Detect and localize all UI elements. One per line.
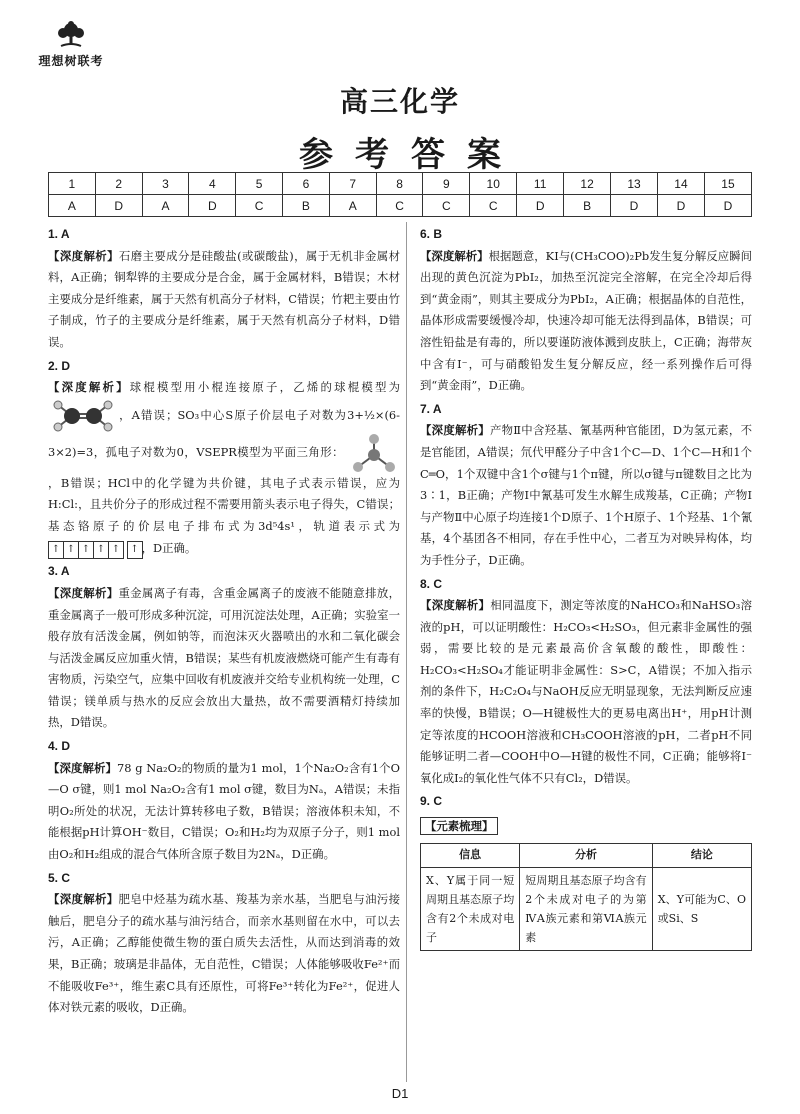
- info-table-row: [421, 868, 752, 951]
- analysis-tag: 【深度解析】: [48, 380, 130, 395]
- brand-name: 理想树联考: [38, 54, 104, 68]
- answer-number-cell: 1: [49, 173, 96, 195]
- answer-number-cell: 6: [283, 173, 330, 195]
- answer-number-cell: 13: [611, 173, 658, 195]
- question-1-header: 1. A: [48, 227, 70, 241]
- analysis-tag: 【深度解析】: [420, 248, 489, 263]
- answer-number-cell: 5: [236, 173, 283, 195]
- analysis-tag: 【深度解析】: [48, 248, 119, 263]
- trigonal-planar-model-icon: [350, 433, 398, 473]
- element-summary-tag: 【元素梳理】: [420, 817, 498, 835]
- answer-table-number-row: [49, 173, 752, 195]
- answer-letter-cell: D: [611, 195, 658, 217]
- orbital-box: ↑: [63, 541, 79, 559]
- answer-letter-cell: C: [423, 195, 470, 217]
- question-3-analysis: [48, 583, 400, 734]
- ethylene-ball-stick-icon: [50, 399, 116, 433]
- analysis-header: 分析: [520, 844, 652, 868]
- right-column: [420, 222, 752, 951]
- answer-letter-cell: A: [49, 195, 96, 217]
- analysis-cell: 短周期且基态原子均含有2个未成对电子的为第ⅣA族元素和第ⅥA族元素: [520, 868, 652, 951]
- question-1-analysis: [48, 246, 400, 354]
- question-6-analysis: [420, 246, 752, 397]
- answer-number-cell: 4: [189, 173, 236, 195]
- question-8-header: 8. C: [420, 576, 443, 591]
- answer-table: [48, 172, 752, 217]
- question-6-text: 根据题意，KI与(CH₃COO)₂Pb发生复分解反应瞬间出现的黄色沉淀为PbI₂，加热至沉淀完全溶解，在完全冷却后得到“黄金雨”，则其主要成分为PbI₂，A正确；根据晶体的自范性，晶体形成需要缓慢冷却，快速冷却可能无法得到晶体，B错误；可溶性铅盐是有毒的，所以要谨防液体溅到皮肤上，C正确；海带灰中含有I⁻，可与硝酸铅发生复分解反应，经一系列操作后可得到“黄金雨”，D正确。: [420, 248, 752, 393]
- analysis-tag: 【深度解析】: [420, 598, 491, 613]
- analysis-tag: 【深度解析】: [48, 760, 118, 775]
- left-column: [48, 222, 400, 1019]
- answer-number-cell: 14: [657, 173, 704, 195]
- info-header: 信息: [421, 844, 520, 868]
- answer-number-cell: 10: [470, 173, 517, 195]
- answer-letter-cell: B: [564, 195, 611, 217]
- conclusion-cell: X、Y可能为C、O或Si、S: [652, 868, 751, 951]
- question-2-header: 2. D: [48, 358, 71, 373]
- answer-number-cell: 12: [564, 173, 611, 195]
- chromium-orbital-diagram: [48, 538, 142, 560]
- question-5-header: 5. C: [48, 870, 71, 885]
- answer-letter-cell: B: [283, 195, 330, 217]
- question-4-header: 4. D: [48, 739, 71, 754]
- orbital-box: ↑: [48, 541, 64, 559]
- question-8-text: 相同温度下，测定等浓度的NaHCO₃和NaHSO₃溶液的pH，可以证明酸性：H₂CO₃<H₂SO₃，但元素非金属性的强弱，需要比较的是元素最高价含氧酸的酸性，即酸性：H₂CO₃<H₂SO₄才能证明非金属性：S>C，A错误；不加入指示剂的条件下，H₂C₂O₄与NaOH反应无明显现象，无法判断反应速率的快慢，B错误；O—H键极性大的更易电离出H⁺，用pH计测定等浓度的HCOOH溶液和CH₃COOH溶液的pH，二者pH不同能够证明二者—COOH中O—H键的极性不同，C正确；能够将I⁻氧化成I₂的氧化性气体不只有Cl₂，D错误。: [420, 598, 752, 785]
- info-cell: X、Y属于同一短周期且基态原子均含有2个未成对电子: [421, 868, 520, 951]
- question-2-text-3: ，B错误；HCl中的化学键为共价键，其电子式表示错误，应为H:Cl:，且共价分子的形成过程不需要用箭头表示电子得失，C错误；基态铬原子的价层电子排布式为3d⁵4s¹，轨道表示式为: [48, 475, 400, 533]
- answer-letter-cell: C: [236, 195, 283, 217]
- question-7-header: 7. A: [420, 401, 442, 416]
- question-1-text: 石磨主要成分是硅酸盐(或碳酸盐)，属于无机非金属材料，A正确；铜犁铧的主要成分是合金，属于金属材料，B错误；木材主要成分是纤维素，属于天然有机高分子材料，C错误；竹耙主要由竹子制成，竹子的主要成分是纤维素，属于天然有机高分子材料，D错误。: [48, 248, 400, 349]
- question-4-analysis: [48, 758, 400, 866]
- page-number: D1: [391, 1086, 409, 1101]
- answer-letter-cell: D: [189, 195, 236, 217]
- orbital-box: ↑: [127, 541, 143, 559]
- answer-letter-cell: D: [95, 195, 142, 217]
- answer-number-cell: 7: [329, 173, 376, 195]
- question-7-text: 产物Ⅱ中含羟基、氰基两种官能团，D为氢元素，不是官能团，A错误；氘代甲醛分子中含1个C—D、1个C—H和1个C═O，1个双键中含1个σ键与1个π键，所以σ键与π键数目之比为3∶1，B正确；产物Ⅰ中氰基可发生水解生成羧基，C正确；产物Ⅰ与产物Ⅱ中心原子均连接1个D原子、1个H原子、1个羟基、1个氰基，4个基团各不相同，存在手性中心，二者互为对映异构体，均为手性分子，D正确。: [420, 423, 752, 567]
- tree-logo-icon: [53, 20, 89, 50]
- question-5-text: 肥皂中烃基为疏水基、羧基为亲水基，当肥皂与油污接触后，肥皂分子的疏水基与油污结合，而亲水基则留在水中，可以去污，A正确；乙醇能使微生物的蛋白质失去活性，从而达到消毒的效果，B正确；玻璃是非晶体，无自范性，C错误；人体能够吸收Fe²⁺而不能吸收Fe³⁺，维生素C具有还原性，可将Fe³⁺转化为Fe²⁺，促进人体对铁元素的吸收，D正确。: [48, 892, 400, 1015]
- orbital-box: ↑: [78, 541, 94, 559]
- question-3-text: 重金属离子有毒，含重金属离子的废液不能随意排放，重金属离子一般可形成多种沉淀，可用沉淀法处理，A正确；实验室一般存放有活泼金属，例如钠等，而泡沫灭火器喷出的水和二氧化碳会与活泼金属反应加重火情，B错误；某些有机废液燃烧可能产生有毒有害物质，污染空气，应集中回收有机废液并交给专业机构统一处理，C错误；镁单质与热水的反应会放出大量热，故不需要酒精灯持续加热，D错误。: [48, 585, 400, 730]
- subject-title: 高三化学: [339, 85, 460, 118]
- column-divider: [406, 222, 407, 1082]
- answer-letter-cell: A: [142, 195, 189, 217]
- analysis-tag: 【深度解析】: [48, 892, 119, 907]
- question-5-analysis: [48, 889, 400, 1019]
- analysis-tag: 【深度解析】: [420, 423, 490, 438]
- question-2-text-2: ，A错误；SO₃中心S原子价层电子对数为3+½×(6-3×2)=3，孤电子对数为0，VSEPR模型为平面三角形：: [48, 407, 400, 459]
- question-4-text: 78 g Na₂O₂的物质的量为1 mol，1个Na₂O₂含有1个O—O σ键，则1 mol Na₂O₂含有1 mol σ键，数目为Nₐ，A错误；未指明O₂所处的状况，无法计算转移电子数，B错误；溶液体积未知，不能根据pH计算OH⁻数目，C错误；O₂和H₂均为双原子分子，则1 mol由O₂和H₂组成的混合气体所含原子数目为2Nₐ，D正确。: [48, 760, 400, 862]
- orbital-box: ↑: [108, 541, 124, 559]
- answer-title: 参考答案: [299, 135, 523, 175]
- info-table-header-row: [421, 844, 752, 868]
- answer-letter-cell: D: [657, 195, 704, 217]
- answer-number-cell: 3: [142, 173, 189, 195]
- question-3-header: 3. A: [48, 564, 70, 579]
- answer-number-cell: 9: [423, 173, 470, 195]
- answer-number-cell: 2: [95, 173, 142, 195]
- answer-table-answer-row: [49, 195, 752, 217]
- question-2-text-1: 球棍模型用小棍连接原子，乙烯的球棍模型为: [129, 380, 400, 395]
- orbital-box: ↑: [93, 541, 109, 559]
- answer-number-cell: 11: [517, 173, 564, 195]
- answer-letter-cell: C: [376, 195, 423, 217]
- question-8-analysis: [420, 595, 752, 789]
- answer-letter-cell: D: [517, 195, 564, 217]
- question-2-analysis: [48, 377, 400, 559]
- question-9-header: 9. C: [420, 794, 443, 809]
- answer-letter-cell: D: [704, 195, 751, 217]
- conclusion-header: 结论: [652, 844, 751, 868]
- question-6-header: 6. B: [420, 227, 443, 241]
- element-info-table: [420, 843, 752, 951]
- answer-number-cell: 15: [704, 173, 751, 195]
- analysis-tag: 【深度解析】: [48, 585, 119, 600]
- answer-letter-cell: C: [470, 195, 517, 217]
- question-2-text-4: ，D正确。: [141, 540, 197, 555]
- answer-letter-cell: A: [329, 195, 376, 217]
- answer-number-cell: 8: [376, 173, 423, 195]
- brand-logo: [16, 20, 126, 69]
- question-7-analysis: [420, 420, 752, 571]
